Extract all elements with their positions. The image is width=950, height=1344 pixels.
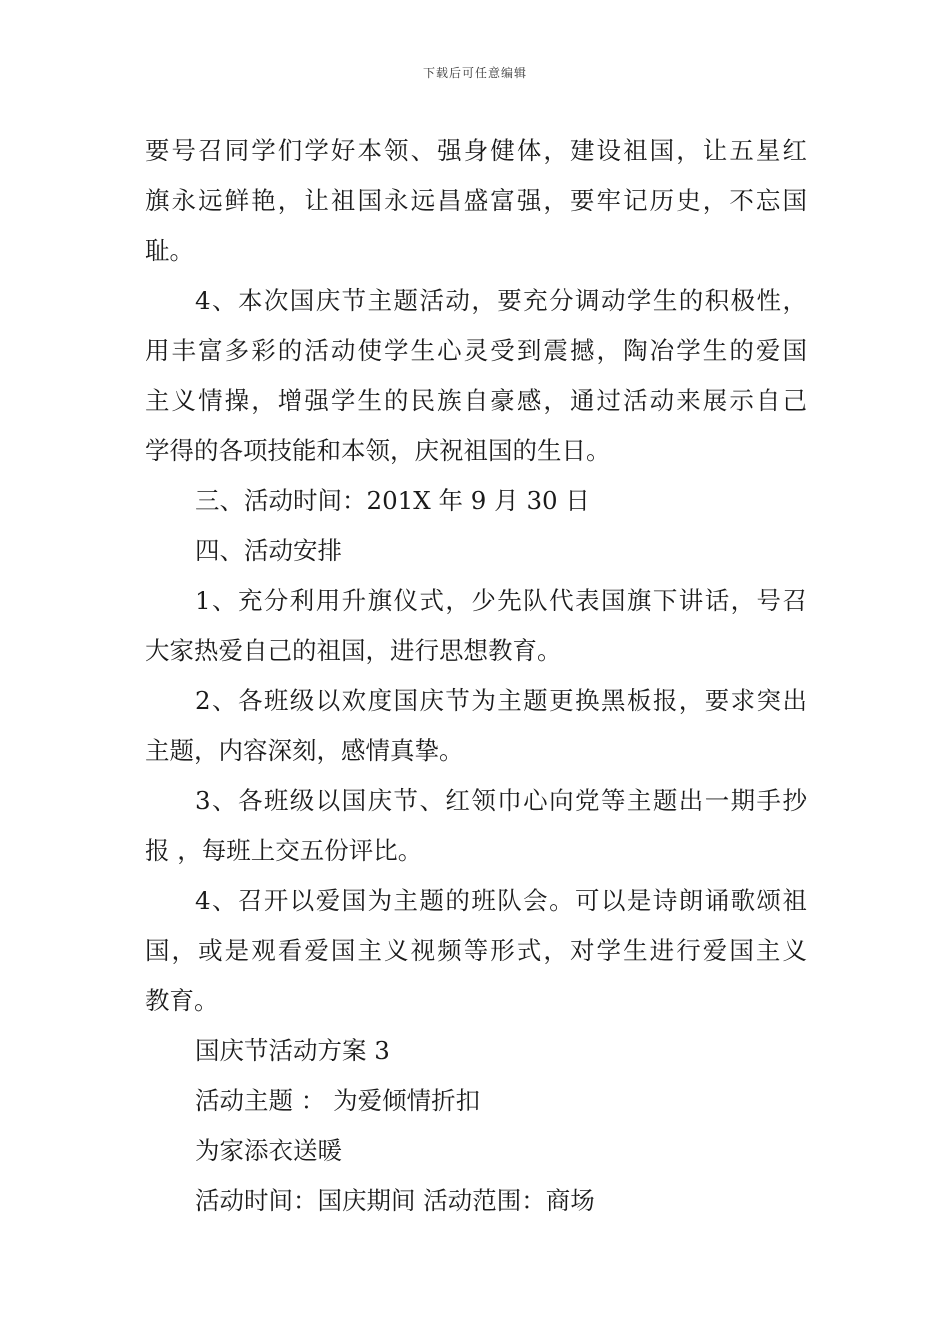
text-line: 旗永远鲜艳，让祖国永远昌盛富强，要牢记历史，不忘国 bbox=[145, 186, 807, 215]
text-line: 主义情操，增强学生的民族自豪感，通过活动来展示自己 bbox=[145, 386, 807, 415]
section-heading: 四、活动安排 bbox=[195, 536, 342, 565]
section-heading: 国庆节活动方案 3 bbox=[195, 1036, 390, 1065]
text-line: 为家添衣送暖 bbox=[195, 1136, 342, 1165]
document-body bbox=[145, 126, 807, 1226]
text-line: 耻。 bbox=[145, 236, 194, 265]
section-heading: 三、活动时间：201X 年 9 月 30 日 bbox=[195, 486, 590, 515]
page-header: 下载后可任意编辑 bbox=[422, 66, 527, 80]
text-line: 4、召开以爱国为主题的班队会。可以是诗朗诵歌颂祖 bbox=[195, 886, 807, 915]
text-line: 国，或是观看爱国主义视频等形式，对学生进行爱国主义 bbox=[145, 936, 807, 965]
text-line: 活动主题 ： 为爱倾情折扣 bbox=[195, 1086, 481, 1115]
text-line: 教育。 bbox=[145, 986, 219, 1015]
text-line: 4、本次国庆节主题活动，要充分调动学生的积极性， bbox=[195, 286, 807, 315]
text-line: 要号召同学们学好本领、强身健体，建设祖国，让五星红 bbox=[145, 136, 807, 165]
text-line: 用丰富多彩的活动使学生心灵受到震撼，陶冶学生的爱国 bbox=[145, 336, 807, 365]
text-line: 1、充分利用升旗仪式，少先队代表国旗下讲话，号召 bbox=[195, 586, 807, 615]
text-line: 活动时间：国庆期间 活动范围：商场 bbox=[195, 1186, 595, 1215]
text-line: 学得的各项技能和本领，庆祝祖国的生日。 bbox=[145, 436, 611, 465]
text-line: 报 ，每班上交五份评比。 bbox=[145, 836, 423, 865]
text-line: 大家热爱自己的祖国，进行思想教育。 bbox=[145, 636, 562, 665]
text-line: 2、各班级以欢度国庆节为主题更换黑板报，要求突出 bbox=[195, 686, 807, 715]
text-line: 主题，内容深刻，感情真挚。 bbox=[145, 736, 464, 765]
text-line: 3、各班级以国庆节、红领巾心向党等主题出一期手抄 bbox=[195, 786, 807, 815]
